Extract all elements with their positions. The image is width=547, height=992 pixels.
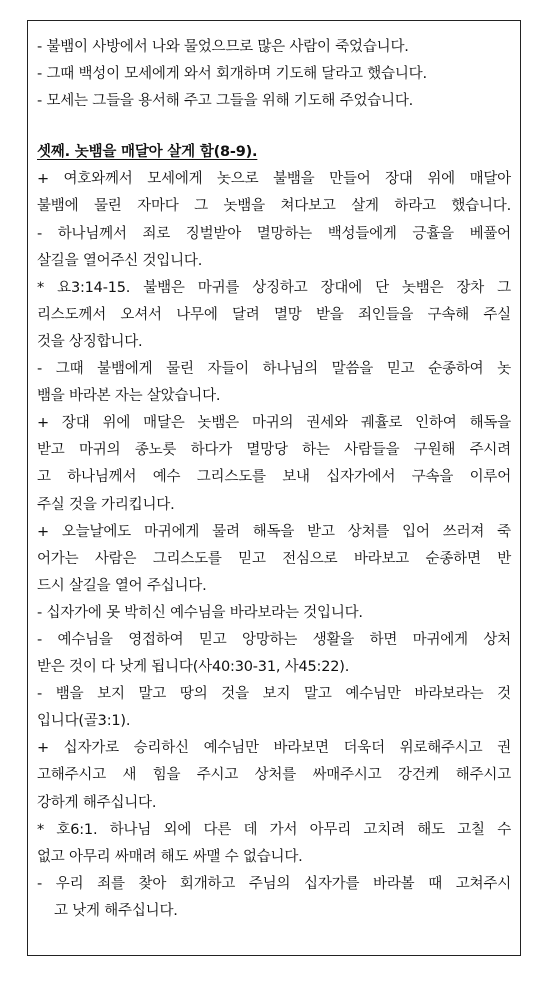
text-line: 드시 살길을 열어 주십니다. — [37, 577, 207, 594]
document-body — [37, 34, 511, 925]
text-line: 살길을 열어주신 것입니다. — [37, 252, 203, 269]
text-line: + 오늘날에도 마귀에게 물려 해독을 받고 상처를 입어 쓰러져 죽 — [37, 523, 511, 540]
paragraph-gap — [37, 115, 511, 139]
text-line: 고해주시고 새 힘을 주시고 상처를 싸매주시고 강건케 해주시고 — [37, 767, 511, 784]
text-line: - 모세는 그들을 용서해 주고 그들을 위해 기도해 주었습니다. — [37, 93, 414, 110]
text-line: - 십자가에 못 박히신 예수님을 바라보라는 것입니다. — [37, 604, 363, 621]
text-line: 강하게 해주십니다. — [37, 794, 157, 811]
text-line: 받고 마귀의 종노릇 하다가 멸망당 하는 사람들을 구원해 주시려 — [37, 442, 511, 459]
text-line: 고 하나님께서 예수 그리스도를 보내 십자가에서 구속을 이루어 — [37, 469, 511, 486]
text-line: 어가는 사람은 그리스도를 믿고 전심으로 바라보고 순종하면 반 — [37, 550, 511, 567]
text-line: - 우리 죄를 찾아 회개하고 주님의 십자가를 바라볼 때 고쳐주시 — [37, 875, 511, 892]
text-line: - 그때 백성이 모세에게 와서 회개하며 기도해 달라고 했습니다. — [37, 66, 427, 83]
text-line: - 불뱀이 사방에서 나와 물었으므로 많은 사람이 죽었습니다. — [37, 39, 409, 55]
text-line: 주실 것을 가리킵니다. — [37, 496, 175, 513]
text-line: - 그때 불뱀에게 물린 자들이 하나님의 말씀을 믿고 순종하여 놋 — [37, 361, 511, 378]
text-line: - 예수님을 영접하여 믿고 앙망하는 생활을 하면 마귀에게 상처 — [37, 631, 511, 648]
text-line: 리스도께서 오셔서 나무에 달려 멸망 받을 죄인들을 구속해 주실 — [37, 306, 511, 323]
text-line: - 뱀을 보지 말고 땅의 것을 보지 말고 예수님만 바라보라는 것 — [37, 686, 511, 703]
text-line: + 십자가로 승리하신 예수님만 바라보면 더욱더 위로해주시고 권 — [37, 740, 511, 757]
section-heading: 셋째. 놋뱀을 매달아 살게 함(8-9). — [37, 144, 258, 161]
text-line: 불뱀에 물린 자마다 그 놋뱀을 쳐다보고 살게 하라고 했습니다. — [37, 198, 511, 215]
text-line: 입니다(골3:1). — [37, 713, 131, 730]
text-line: 것을 상징합니다. — [37, 333, 143, 350]
text-line: * 호6:1. 하나님 외에 다른 데 가서 아무리 고치려 해도 고칠 수 — [37, 821, 511, 838]
text-line: 뱀을 바라본 자는 살았습니다. — [37, 388, 221, 405]
text-line: 없고 아무리 싸매려 해도 싸맬 수 없습니다. — [37, 848, 303, 865]
text-line: * 요3:14-15. 불뱀은 마귀를 상징하고 장대에 단 놋뱀은 장차 그 — [37, 279, 511, 296]
text-line: + 장대 위에 매달은 놋뱀은 마귀의 권세와 궤휼로 인하여 해독을 — [37, 415, 511, 432]
text-line: 받은 것이 다 낫게 됩니다(사40:30-31, 사45:22). — [37, 659, 350, 676]
text-line: - 하나님께서 죄로 징벌받아 멸망하는 백성들에게 긍휼을 베풀어 — [37, 225, 511, 242]
text-line: 고 낫게 해주십니다. — [54, 902, 178, 919]
text-line: + 여호와께서 모세에게 놋으로 불뱀을 만들어 장대 위에 매달아 — [37, 171, 511, 188]
